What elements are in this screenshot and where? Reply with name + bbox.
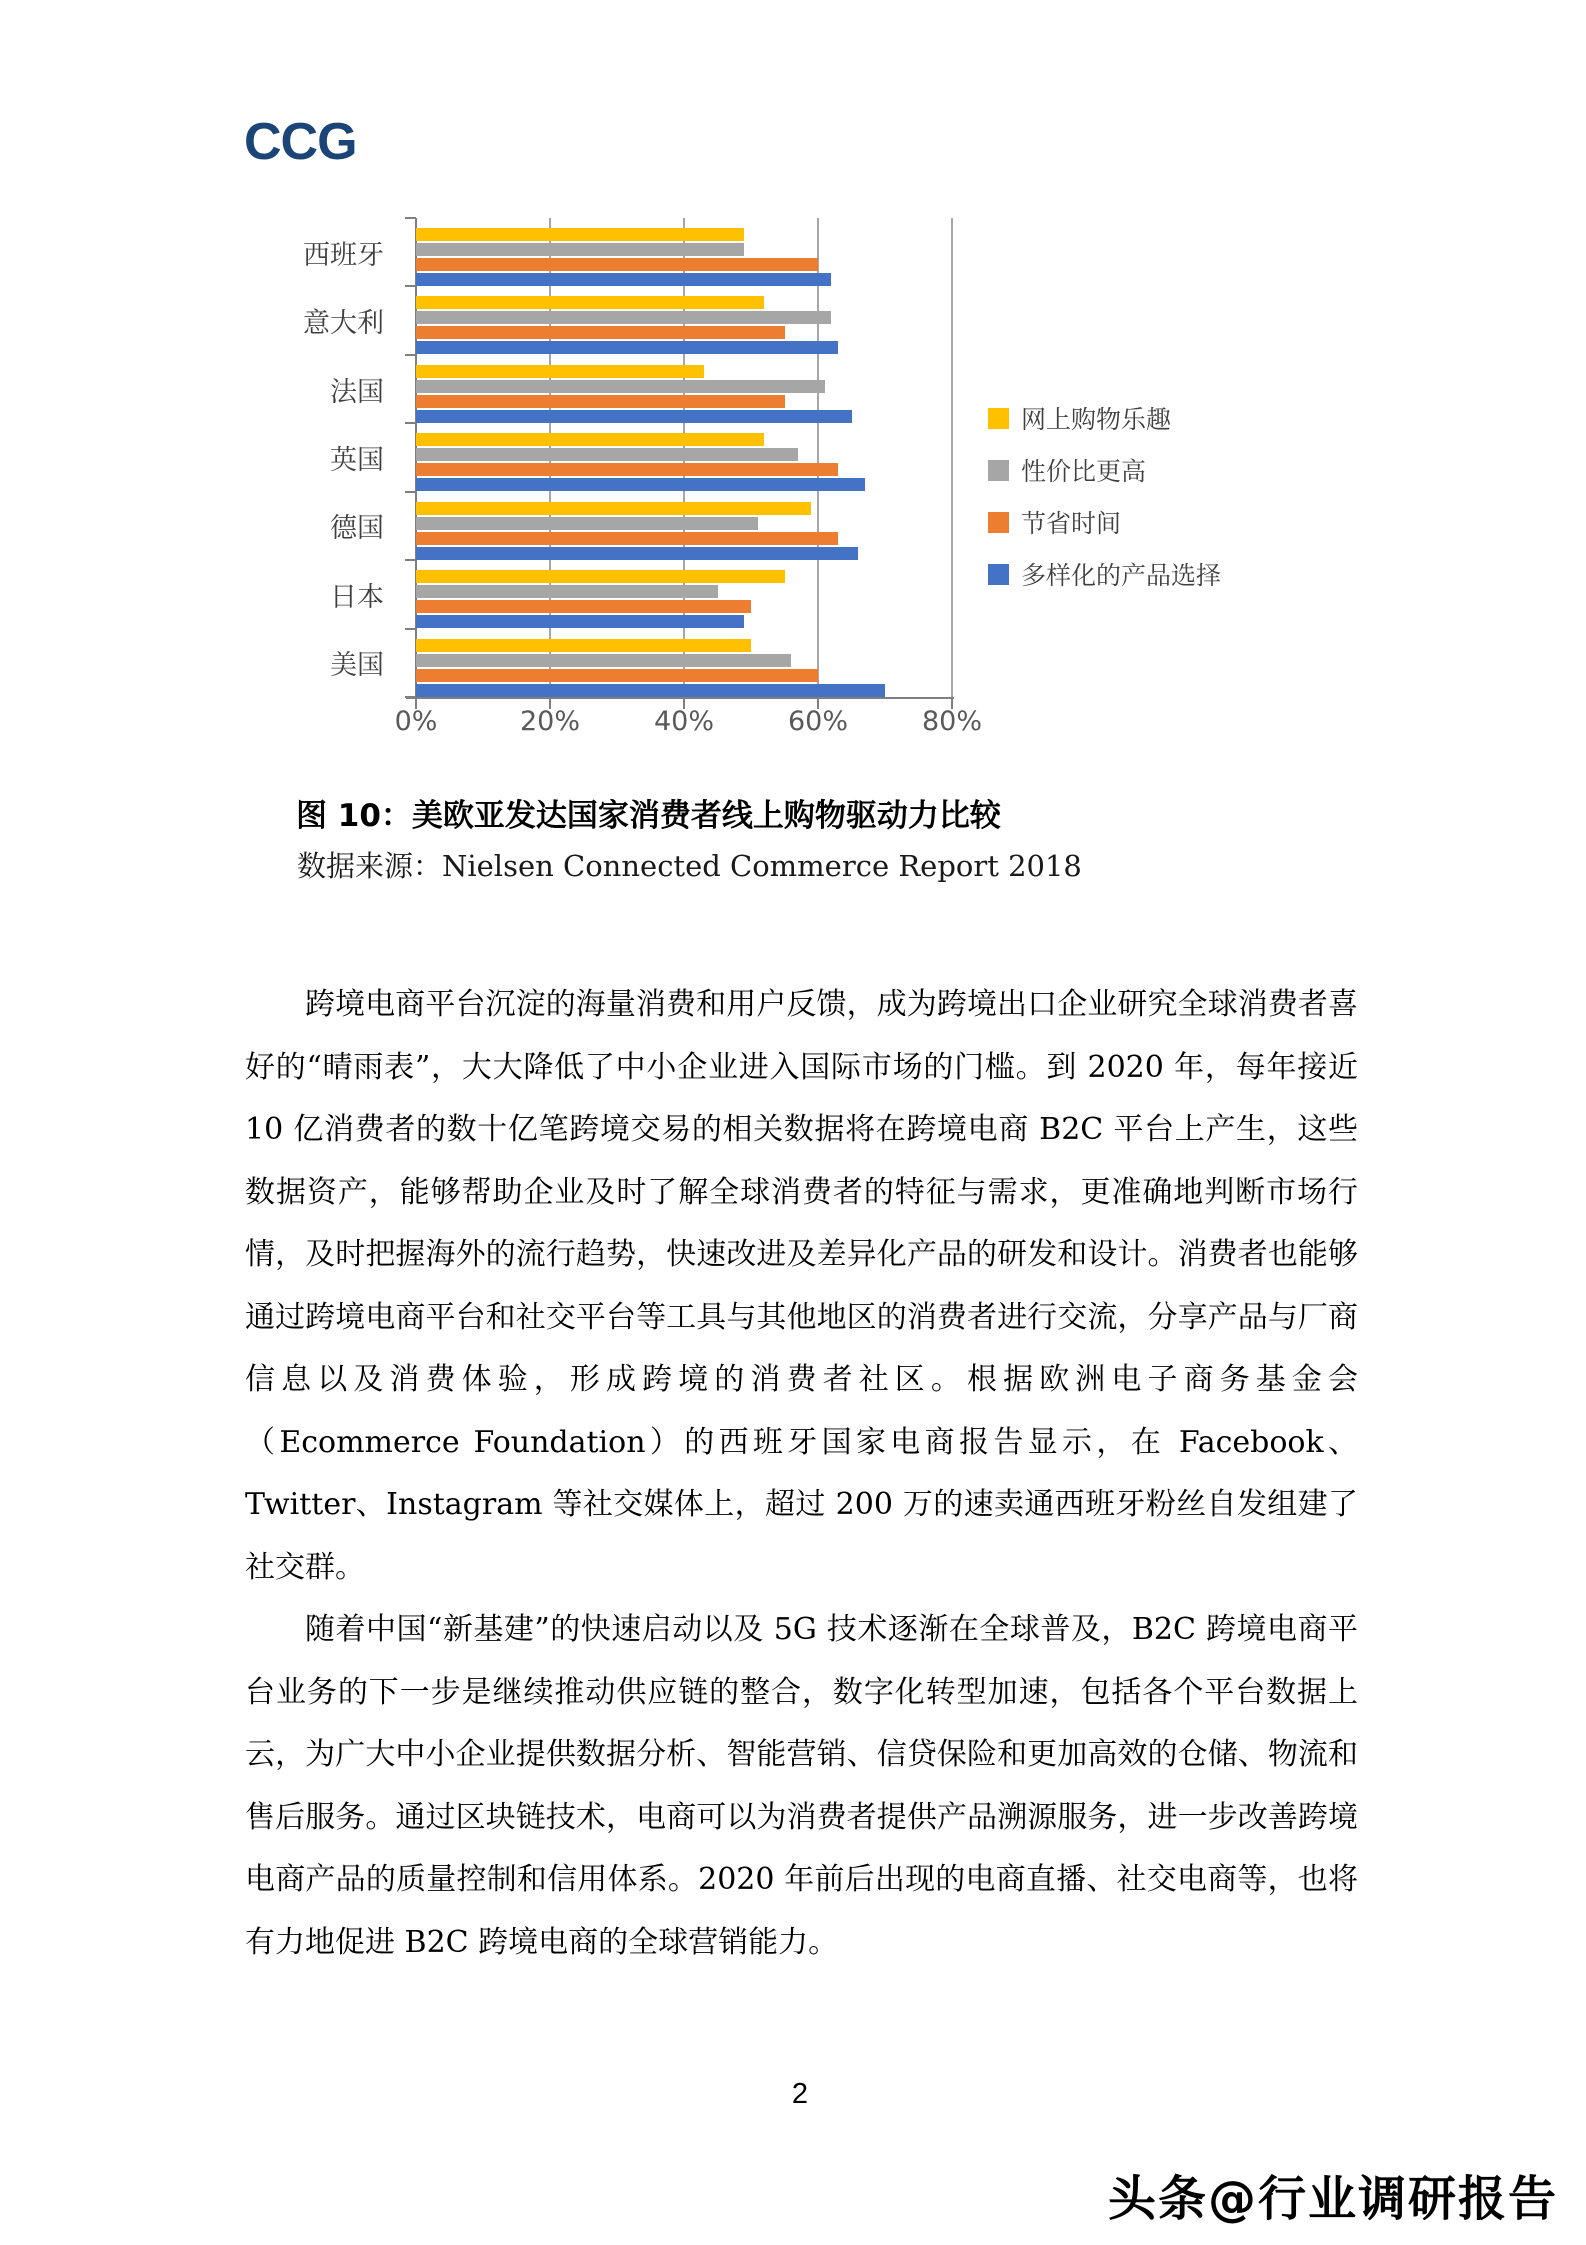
bar-德国-节省时间: [416, 532, 838, 545]
bar-西班牙-多样化的产品选择: [416, 273, 831, 286]
bar-西班牙-性价比更高: [416, 243, 744, 256]
category-label-西班牙: 西班牙: [303, 239, 384, 271]
figure-source: 数据来源：Nielsen Connected Commerce Report 2018: [297, 849, 1082, 883]
category-label-法国: 法国: [330, 376, 384, 408]
bar-德国-网上购物乐趣: [416, 502, 811, 515]
category-label-英国: 英国: [330, 444, 384, 476]
legend-item-性价比更高: [988, 452, 1221, 488]
x-tick-label: 20%: [519, 706, 581, 737]
category-axis-tick: [405, 217, 416, 219]
bar-意大利-节省时间: [416, 326, 785, 339]
legend-swatch-icon: [988, 460, 1009, 481]
bar-意大利-性价比更高: [416, 311, 831, 324]
x-axis-line: [406, 697, 954, 699]
bar-法国-节省时间: [416, 395, 785, 408]
bar-美国-网上购物乐趣: [416, 639, 751, 652]
category-axis-tick: [405, 696, 416, 698]
legend-label: 节省时间: [1021, 509, 1122, 538]
bar-美国-性价比更高: [416, 654, 791, 667]
bar-日本-节省时间: [416, 600, 751, 613]
chart-x-axis-labels: [394, 706, 983, 746]
category-axis-tick: [405, 422, 416, 424]
bar-西班牙-网上购物乐趣: [416, 228, 744, 241]
legend-label: 多样化的产品选择: [1021, 561, 1222, 590]
category-axis-tick: [405, 628, 416, 630]
legend-swatch-icon: [988, 512, 1009, 533]
category-label-德国: 德国: [330, 513, 384, 545]
bar-德国-性价比更高: [416, 517, 758, 530]
paragraph-1: 跨境电商平台沉淀的海量消费和用户反馈，成为跨境出口企业研究全球消费者喜好的“晴雨表”，大大降低了中小企业进入国际市场的门槛。到 2020 年，每年接近 10 亿消费者的数十亿笔跨境交易的相关数据将在跨境电商 B2C 平台上产生，这些数据资产，能够帮助企业及时了解全球消费者的特征与需求，更准确地判断市场行情，及时把握海外的流行趋势，快速改进及差异化产品的研发和设计。消费者也能够通过跨境电商平台和社交平台等工具与其他地区的消费者进行交流，分享产品与厂商信息以及消费体验，形成跨境的消费者社区。根据欧洲电子商务基金会（Ecommerce Foundation）的西班牙国家电商报告显示，在 Facebook、Twitter、Instagram 等社交媒体上，超过 200 万的速卖通西班牙粉丝自发组建了社交群。: [245, 987, 1358, 1585]
category-axis-tick: [405, 491, 416, 493]
bar-德国-多样化的产品选择: [416, 547, 858, 560]
bar-英国-网上购物乐趣: [416, 433, 764, 446]
body-text: [245, 974, 1358, 1974]
bar-英国-多样化的产品选择: [416, 478, 865, 491]
bar-英国-节省时间: [416, 463, 838, 476]
figure-caption: 图 10：美欧亚发达国家消费者线上购物驱动力比较: [296, 798, 1001, 834]
legend-label: 网上购物乐趣: [1021, 405, 1172, 434]
bar-意大利-多样化的产品选择: [416, 341, 838, 354]
bar-group-法国: [416, 355, 952, 423]
chart-category-labels: [230, 218, 398, 697]
legend-item-多样化的产品选择: [988, 556, 1221, 592]
x-tick-label: 60%: [787, 706, 849, 737]
bar-group-日本: [416, 560, 952, 628]
page-number: 2: [791, 2078, 809, 2110]
legend-label: 性价比更高: [1021, 457, 1147, 486]
bar-group-英国: [416, 423, 952, 491]
legend-swatch-icon: [988, 408, 1009, 429]
bar-group-西班牙: [416, 218, 952, 286]
bar-美国-多样化的产品选择: [416, 684, 885, 697]
category-axis-tick: [405, 285, 416, 287]
chart-legend: [988, 400, 1221, 592]
watermark: 头条@行业调研报告: [1107, 2171, 1558, 2227]
legend-item-网上购物乐趣: [988, 400, 1221, 436]
ccg-logo: CCG: [244, 113, 357, 171]
bar-美国-节省时间: [416, 669, 818, 682]
paragraph-2: 随着中国“新基建”的快速启动以及 5G 技术逐渐在全球普及，B2C 跨境电商平台业务的下一步是继续推动供应链的整合，数字化转型加速，包括各个平台数据上云，为广大中小企业提供数据分析、智能营销、信贷保险和更加高效的仓储、物流和售后服务。通过区块链技术，电商可以为消费者提供产品溯源服务，进一步改善跨境电商产品的质量控制和信用体系。2020 年前后出现的电商直播、社交电商等，也将有力地促进 B2C 跨境电商的全球营销能力。: [245, 1612, 1358, 1960]
bar-法国-网上购物乐趣: [416, 365, 704, 378]
bar-group-美国: [416, 629, 952, 697]
category-axis-tick: [405, 559, 416, 561]
chart-plot-area: [416, 218, 952, 697]
bar-日本-性价比更高: [416, 585, 718, 598]
x-tick-label: 0%: [394, 706, 438, 737]
bar-日本-网上购物乐趣: [416, 570, 785, 583]
bar-group-德国: [416, 492, 952, 560]
bar-group-意大利: [416, 286, 952, 354]
bar-西班牙-节省时间: [416, 258, 818, 271]
bar-日本-多样化的产品选择: [416, 615, 744, 628]
bar-意大利-网上购物乐趣: [416, 296, 764, 309]
bar-法国-性价比更高: [416, 380, 825, 393]
bar-chart: [0, 0, 1586, 760]
category-label-美国: 美国: [330, 650, 384, 682]
bar-法国-多样化的产品选择: [416, 410, 852, 423]
bar-英国-性价比更高: [416, 448, 798, 461]
x-tick-label: 80%: [921, 706, 983, 737]
category-label-意大利: 意大利: [303, 308, 384, 340]
category-label-日本: 日本: [330, 581, 384, 613]
x-tick-label: 40%: [653, 706, 715, 737]
category-axis-tick: [405, 354, 416, 356]
legend-swatch-icon: [988, 564, 1009, 585]
legend-item-节省时间: [988, 504, 1221, 540]
